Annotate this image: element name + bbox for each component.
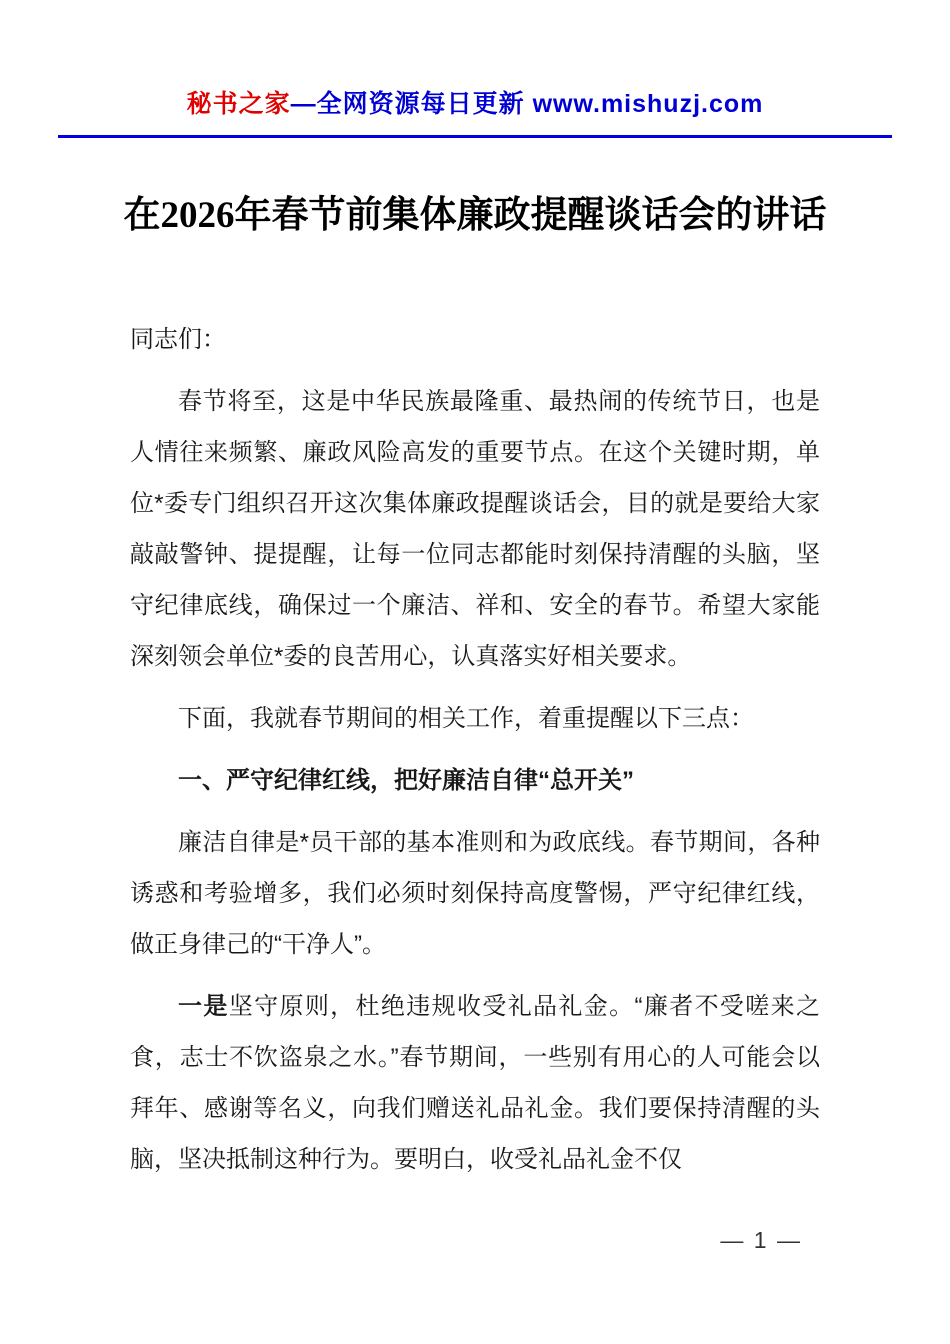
paragraph bbox=[130, 981, 820, 1185]
site-tagline: —全网资源每日更新 bbox=[290, 90, 533, 118]
site-name: 秘书之家 bbox=[186, 90, 291, 118]
site-header bbox=[0, 0, 950, 120]
paragraph-text: 坚守原则，杜绝违规收受礼品礼金。“廉者不受嗟来之食，志士不饮盗泉之水。”春节期间，一些别有用心的人可能会以拜年、感谢等名义，向我们赠送礼品礼金。我们要保持清醒的头脑，坚决抵制这种行为。要明白，收受礼品礼金不仅 bbox=[130, 993, 821, 1173]
site-url-link[interactable]: www.mishuzj.com bbox=[532, 90, 764, 118]
section-heading: 一、严守纪律红线，把好廉洁自律“总开关” bbox=[178, 767, 634, 794]
page-number: — 1 — bbox=[720, 1227, 802, 1253]
paragraph: 春节将至，这是中华民族最隆重、最热闹的传统节日，也是人情往来频繁、廉政风险高发的重要节点。在这个关键时期，单位*委专门组织召开这次集体廉政提醒谈话会，目的就是要给大家敲敲警钟、提提醒，让每一位同志都能时刻保持清醒的头脑，坚守纪律底线，确保过一个廉洁、祥和、安全的春节。希望大家能深刻领会单位*委的良苦用心，认真落实好相关要求。 bbox=[130, 388, 820, 670]
paragraph: 下面，我就春节期间的相关工作，着重提醒以下三点： bbox=[178, 705, 754, 732]
paragraph: 廉洁自律是*员干部的基本准则和为政底线。春节期间，各种诱惑和考验增多，我们必须时刻保持高度警惕，严守纪律红线，做正身律己的“干净人”。 bbox=[130, 829, 820, 958]
header-divider bbox=[58, 135, 892, 138]
salutation: 同志们： bbox=[130, 326, 226, 353]
paragraph-lead: 一是 bbox=[178, 993, 229, 1020]
page-title: 在2026年春节前集体廉政提醒谈话会的讲话 bbox=[123, 195, 827, 236]
document-body bbox=[0, 314, 950, 1185]
